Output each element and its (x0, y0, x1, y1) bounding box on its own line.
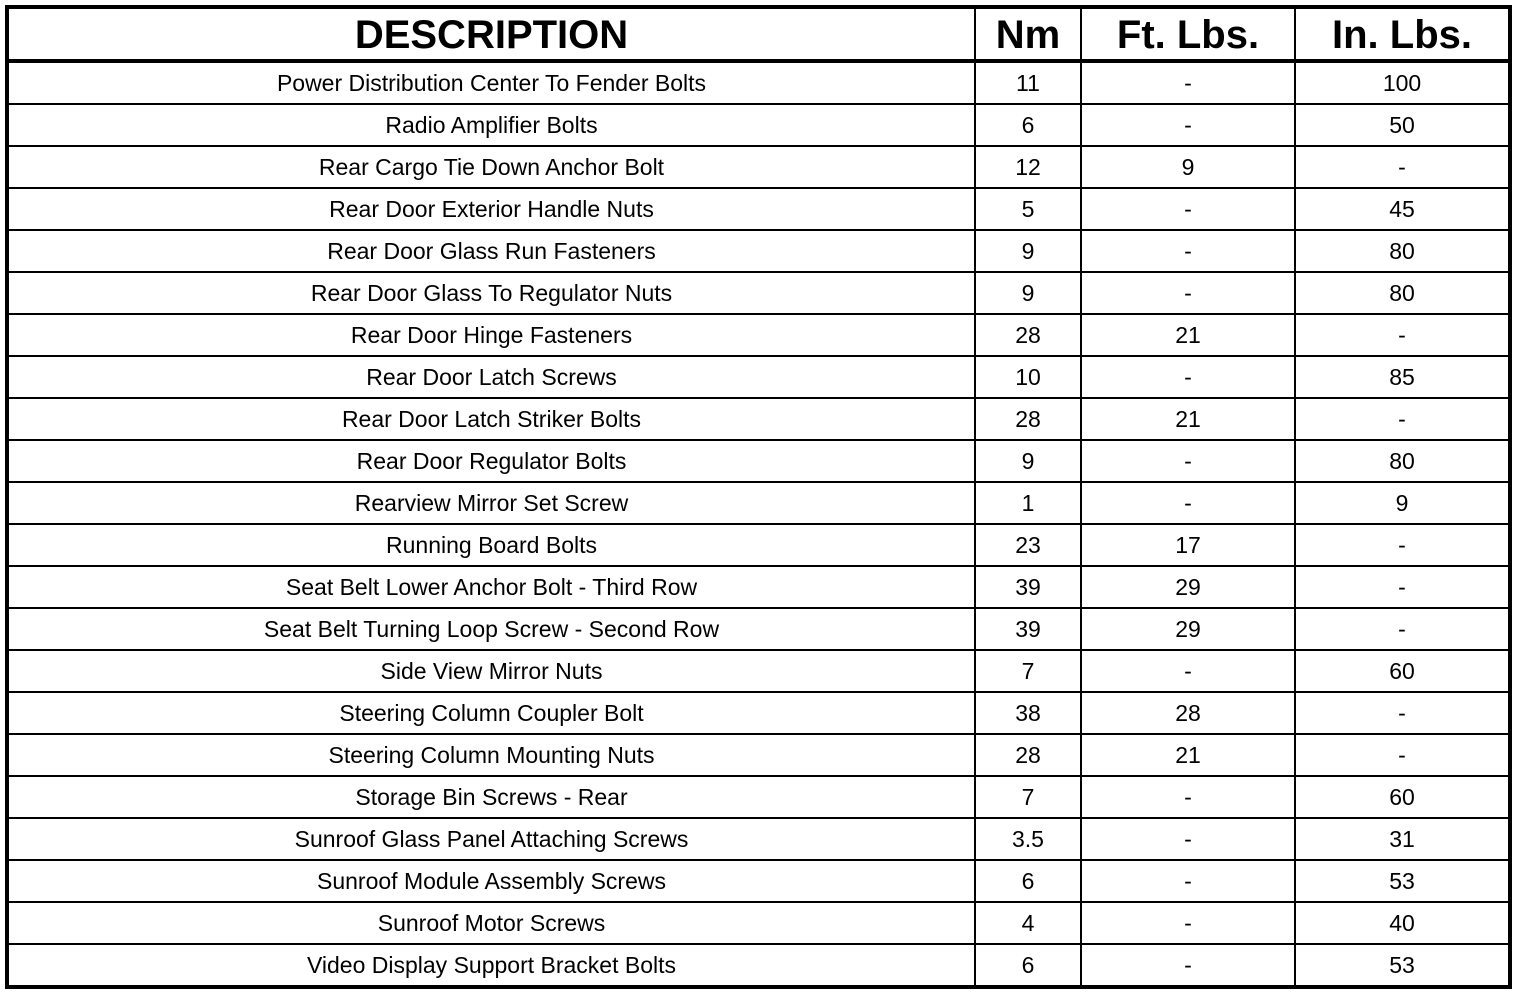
torque-specification-table (5, 5, 1512, 989)
ft-lbs-cell: - (1081, 902, 1295, 944)
in-lbs-cell: - (1295, 146, 1510, 188)
nm-cell: 38 (975, 692, 1081, 734)
in-lbs-cell: 50 (1295, 104, 1510, 146)
description-cell: Video Display Support Bracket Bolts (7, 944, 975, 987)
table-row (7, 482, 1510, 524)
description-cell: Seat Belt Turning Loop Screw - Second Row (7, 608, 975, 650)
table-row (7, 692, 1510, 734)
description-cell: Rear Door Latch Screws (7, 356, 975, 398)
nm-cell: 6 (975, 860, 1081, 902)
ft-lbs-cell: - (1081, 188, 1295, 230)
description-cell: Sunroof Motor Screws (7, 902, 975, 944)
description-cell: Rear Door Exterior Handle Nuts (7, 188, 975, 230)
table-row (7, 146, 1510, 188)
ft-lbs-cell: 21 (1081, 734, 1295, 776)
table-row (7, 818, 1510, 860)
nm-cell: 7 (975, 776, 1081, 818)
in-lbs-cell: 100 (1295, 61, 1510, 104)
in-lbs-cell: - (1295, 398, 1510, 440)
ft-lbs-cell: - (1081, 776, 1295, 818)
nm-cell: 28 (975, 734, 1081, 776)
nm-cell: 4 (975, 902, 1081, 944)
table-row (7, 314, 1510, 356)
table-row (7, 398, 1510, 440)
description-cell: Rear Cargo Tie Down Anchor Bolt (7, 146, 975, 188)
nm-cell: 39 (975, 608, 1081, 650)
ft-lbs-cell: 17 (1081, 524, 1295, 566)
header-row (7, 7, 1510, 61)
header-description: DESCRIPTION (7, 7, 975, 61)
in-lbs-cell: 85 (1295, 356, 1510, 398)
in-lbs-cell: 53 (1295, 860, 1510, 902)
ft-lbs-cell: 21 (1081, 314, 1295, 356)
table-row (7, 230, 1510, 272)
ft-lbs-cell: 9 (1081, 146, 1295, 188)
in-lbs-cell: - (1295, 734, 1510, 776)
table-row (7, 734, 1510, 776)
table-row (7, 61, 1510, 104)
in-lbs-cell: - (1295, 566, 1510, 608)
description-cell: Storage Bin Screws - Rear (7, 776, 975, 818)
in-lbs-cell: 40 (1295, 902, 1510, 944)
table-row (7, 188, 1510, 230)
table-row (7, 524, 1510, 566)
ft-lbs-cell: 21 (1081, 398, 1295, 440)
nm-cell: 10 (975, 356, 1081, 398)
table-row (7, 566, 1510, 608)
header-in-lbs: In. Lbs. (1295, 7, 1510, 61)
description-cell: Rear Door Hinge Fasteners (7, 314, 975, 356)
description-cell: Rear Door Glass Run Fasteners (7, 230, 975, 272)
description-cell: Rearview Mirror Set Screw (7, 482, 975, 524)
description-cell: Seat Belt Lower Anchor Bolt - Third Row (7, 566, 975, 608)
table-header (7, 7, 1510, 61)
in-lbs-cell: 80 (1295, 440, 1510, 482)
ft-lbs-cell: 28 (1081, 692, 1295, 734)
nm-cell: 3.5 (975, 818, 1081, 860)
ft-lbs-cell: 29 (1081, 566, 1295, 608)
description-cell: Steering Column Coupler Bolt (7, 692, 975, 734)
nm-cell: 28 (975, 314, 1081, 356)
in-lbs-cell: 9 (1295, 482, 1510, 524)
in-lbs-cell: - (1295, 314, 1510, 356)
nm-cell: 6 (975, 944, 1081, 987)
ft-lbs-cell: - (1081, 944, 1295, 987)
in-lbs-cell: - (1295, 692, 1510, 734)
table-body (7, 61, 1510, 987)
in-lbs-cell: - (1295, 608, 1510, 650)
description-cell: Sunroof Glass Panel Attaching Screws (7, 818, 975, 860)
in-lbs-cell: 80 (1295, 272, 1510, 314)
header-ft-lbs: Ft. Lbs. (1081, 7, 1295, 61)
table-row (7, 608, 1510, 650)
table-row (7, 902, 1510, 944)
nm-cell: 23 (975, 524, 1081, 566)
table-row (7, 944, 1510, 987)
table-row (7, 440, 1510, 482)
nm-cell: 39 (975, 566, 1081, 608)
nm-cell: 28 (975, 398, 1081, 440)
nm-cell: 6 (975, 104, 1081, 146)
table-row (7, 356, 1510, 398)
in-lbs-cell: - (1295, 524, 1510, 566)
description-cell: Sunroof Module Assembly Screws (7, 860, 975, 902)
nm-cell: 1 (975, 482, 1081, 524)
nm-cell: 9 (975, 440, 1081, 482)
in-lbs-cell: 60 (1295, 776, 1510, 818)
table-row (7, 272, 1510, 314)
description-cell: Side View Mirror Nuts (7, 650, 975, 692)
description-cell: Steering Column Mounting Nuts (7, 734, 975, 776)
description-cell: Radio Amplifier Bolts (7, 104, 975, 146)
nm-cell: 7 (975, 650, 1081, 692)
description-cell: Running Board Bolts (7, 524, 975, 566)
nm-cell: 12 (975, 146, 1081, 188)
table-row (7, 860, 1510, 902)
nm-cell: 11 (975, 61, 1081, 104)
table-row (7, 650, 1510, 692)
in-lbs-cell: 53 (1295, 944, 1510, 987)
in-lbs-cell: 60 (1295, 650, 1510, 692)
description-cell: Rear Door Regulator Bolts (7, 440, 975, 482)
in-lbs-cell: 45 (1295, 188, 1510, 230)
nm-cell: 9 (975, 230, 1081, 272)
ft-lbs-cell: - (1081, 650, 1295, 692)
ft-lbs-cell: - (1081, 230, 1295, 272)
table-row (7, 104, 1510, 146)
description-cell: Power Distribution Center To Fender Bolts (7, 61, 975, 104)
description-cell: Rear Door Latch Striker Bolts (7, 398, 975, 440)
ft-lbs-cell: - (1081, 482, 1295, 524)
in-lbs-cell: 31 (1295, 818, 1510, 860)
ft-lbs-cell: - (1081, 356, 1295, 398)
ft-lbs-cell: - (1081, 104, 1295, 146)
table-row (7, 776, 1510, 818)
ft-lbs-cell: - (1081, 272, 1295, 314)
ft-lbs-cell: - (1081, 61, 1295, 104)
ft-lbs-cell: - (1081, 818, 1295, 860)
description-cell: Rear Door Glass To Regulator Nuts (7, 272, 975, 314)
ft-lbs-cell: - (1081, 860, 1295, 902)
nm-cell: 9 (975, 272, 1081, 314)
ft-lbs-cell: 29 (1081, 608, 1295, 650)
ft-lbs-cell: - (1081, 440, 1295, 482)
header-nm: Nm (975, 7, 1081, 61)
in-lbs-cell: 80 (1295, 230, 1510, 272)
nm-cell: 5 (975, 188, 1081, 230)
